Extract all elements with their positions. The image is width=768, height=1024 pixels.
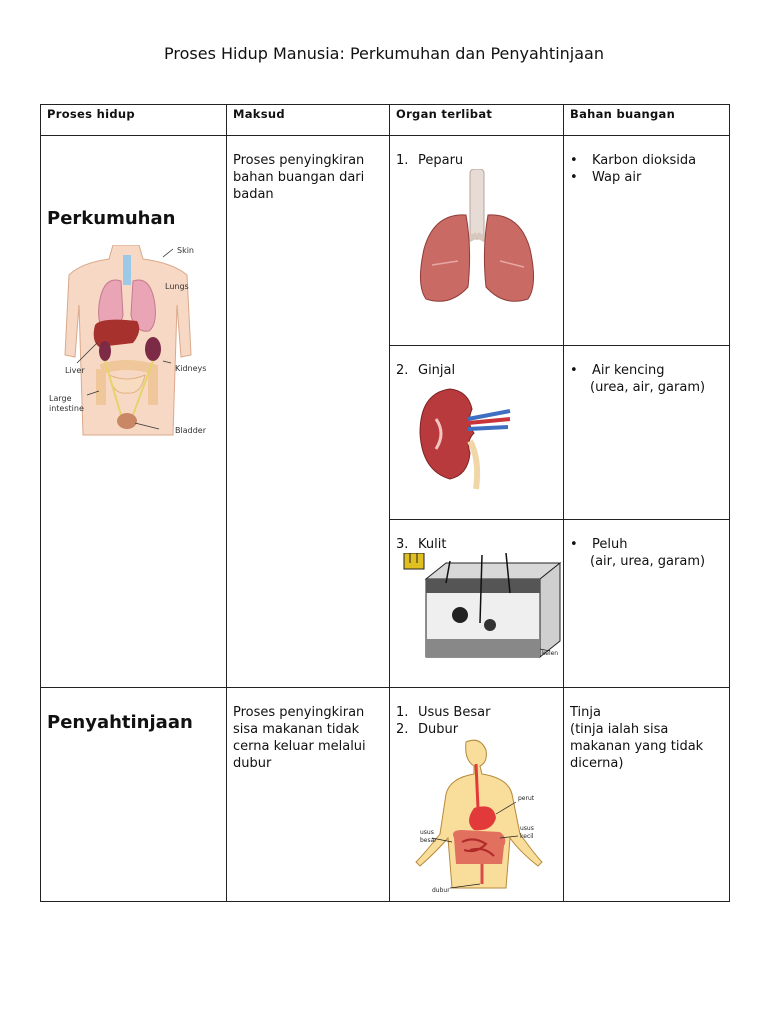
label-usus-kecil-2: kecil <box>520 833 534 840</box>
skin-image <box>390 553 562 663</box>
bahan-ginjal-cell <box>564 346 730 520</box>
page-title: Proses Hidup Manusia: Perkumuhan dan Penyahtinjaan <box>164 44 604 63</box>
label-perut: perut <box>518 795 535 802</box>
label-kidneys: Kidneys <box>175 364 207 373</box>
penyahtinjaan-maksud-cell <box>227 688 390 902</box>
organ-penyahtinjaan-cell <box>390 688 564 902</box>
perkumuhan-maksud: Proses penyingkiran bahan buangan dari badan <box>233 153 365 202</box>
header-row <box>41 105 730 136</box>
bahan-penyahtinjaan-cell <box>564 688 730 902</box>
bahan-item: • Karbon dioksida <box>570 153 697 168</box>
penyahtinjaan-title: Penyahtinjaan <box>47 712 193 733</box>
kidney-image <box>390 379 562 499</box>
bahan-tinja <box>564 688 729 772</box>
organ-kulit-cell <box>390 520 564 688</box>
header-maksud: Maksud <box>227 105 390 136</box>
excretory-body-diagram <box>41 245 225 445</box>
label-large: Large <box>49 394 72 403</box>
organ-item: 3. Kulit <box>396 537 447 552</box>
bahan-item: • Peluh <box>570 537 628 552</box>
bahan-sub: (air, urea, garam) <box>590 554 706 569</box>
organ-item: 1. Usus Besar <box>396 705 491 720</box>
process-table <box>40 104 730 902</box>
bahan-peparu-cell <box>564 136 730 346</box>
digestive-system-image <box>390 738 562 898</box>
perkumuhan-title: Perkumuhan <box>47 208 176 229</box>
label-skin: Skin <box>177 246 195 255</box>
table-row <box>41 688 730 902</box>
bahan-tinja-desc: (tinja ialah sisa makanan yang tidak dicerna) <box>570 722 704 771</box>
bahan-item: • Wap air <box>570 170 642 185</box>
label-intestine: intestine <box>49 404 84 413</box>
bahan-kulit-cell <box>564 520 730 688</box>
bahan-tinja-title: Tinja <box>570 705 601 720</box>
perkumuhan-cell <box>41 136 227 688</box>
header-organ-terlibat: Organ terlibat <box>390 105 564 136</box>
penyahtinjaan-maksud: Proses penyingkiran sisa makanan tidak cerna keluar melalui dubur <box>233 705 366 771</box>
label-bladder: Bladder <box>175 426 206 435</box>
organ-item: 2. Dubur <box>396 722 459 737</box>
label-skin-part: kelen <box>542 650 559 657</box>
organ-item: 1. Peparu <box>396 153 464 168</box>
organ-item: 2. Ginjal <box>396 363 456 378</box>
perkumuhan-maksud-cell <box>227 136 390 688</box>
organ-ginjal-cell <box>390 346 564 520</box>
bahan-sub: (urea, air, garam) <box>590 380 706 395</box>
label-usus-besar-1: usus <box>420 829 434 836</box>
header-proses-hidup: Proses hidup <box>41 105 227 136</box>
label-usus-kecil-1: usus <box>520 825 534 832</box>
lungs-image <box>390 169 562 319</box>
table-row <box>41 136 730 346</box>
label-dubur: dubur <box>432 887 450 894</box>
bahan-item: • Air kencing <box>570 363 665 378</box>
label-usus-besar-2: besar <box>420 837 437 844</box>
header-bahan-buangan: Bahan buangan <box>564 105 730 136</box>
organ-peparu-cell <box>390 136 564 346</box>
label-lungs: Lungs <box>165 282 189 291</box>
penyahtinjaan-cell <box>41 688 227 902</box>
label-liver: Liver <box>65 366 85 375</box>
